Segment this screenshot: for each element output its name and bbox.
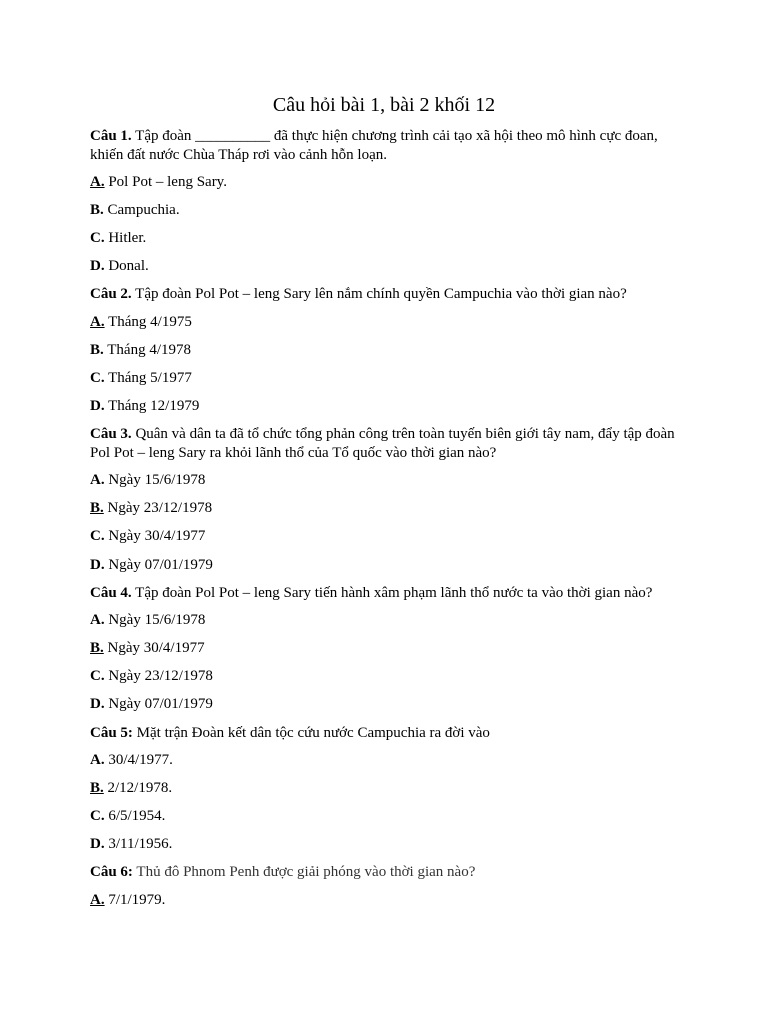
option-1c [90, 229, 688, 248]
question-2 [90, 285, 688, 304]
option-1d [90, 257, 688, 276]
option-text: Ngày 23/12/1978 [108, 668, 213, 685]
option-label: A. [90, 612, 105, 629]
option-text: 2/12/1978. [107, 780, 173, 797]
question-label: Câu 5: [90, 724, 133, 741]
option-1b [90, 201, 688, 220]
option-text: 3/11/1956. [108, 836, 173, 853]
option-label: A. [90, 891, 105, 908]
question-text: Quân và dân ta đã tổ chức tổng phản công trên toàn tuyến biên giới tây nam, đẩy tập đoàn Pol Pot – leng Sary ra khỏi lãnh thổ của Tổ quốc vào thời gian nào? [90, 426, 675, 461]
option-2d [90, 397, 688, 416]
option-2b [90, 341, 688, 360]
question-3 [90, 425, 688, 462]
document-title: Câu hỏi bài 1, bài 2 khối 12 [272, 94, 496, 116]
question-text: Tập đoàn __________ đã thực hiện chương trình cải tạo xã hội theo mô hình cực đoan, khiến đất nước Chùa Tháp rơi vào cảnh hỗn loạn. [90, 128, 658, 163]
option-label: B. [90, 640, 104, 657]
option-label: A. [90, 752, 105, 768]
option-text: Pol Pot – leng Sary. [108, 174, 227, 190]
option-text: Ngày 23/12/1978 [107, 500, 213, 517]
option-3b [90, 499, 688, 518]
option-text: Donal. [108, 258, 149, 275]
question-list [90, 127, 688, 919]
question-6 [90, 863, 688, 882]
option-4a [90, 611, 688, 630]
question-text: Mặt trận Đoàn kết dân tộc cứu nước Campuchia ra đời vào [136, 724, 490, 741]
option-5b [90, 779, 688, 798]
option-text: Campuchia. [107, 202, 180, 219]
option-label: B. [90, 341, 104, 358]
option-label: A. [90, 174, 105, 190]
question-label: Câu 4. [90, 584, 132, 601]
question-4 [90, 584, 688, 603]
option-5c [90, 807, 688, 826]
option-2c [90, 369, 688, 388]
option-text: Ngày 30/4/1977 [108, 528, 206, 545]
option-label: C. [90, 230, 105, 247]
option-label: D. [90, 556, 105, 573]
option-label: D. [90, 398, 105, 415]
option-text: Ngày 07/01/1979 [108, 556, 213, 573]
question-text: Tập đoàn Pol Pot – leng Sary lên nắm chính quyền Campuchia vào thời gian nào? [135, 286, 627, 303]
option-2a [90, 313, 688, 332]
option-label: D. [90, 836, 105, 853]
option-3c [90, 527, 688, 546]
question-5 [90, 724, 688, 743]
option-text: 7/1/1979. [108, 891, 166, 908]
question-text: Thủ đô Phnom Penh được giải phóng vào thời gian nào? [136, 864, 476, 881]
question-text: Tập đoàn Pol Pot – leng Sary tiến hành xâm phạm lãnh thổ nước ta vào thời gian nào? [135, 584, 653, 601]
option-text: Ngày 15/6/1978 [108, 612, 206, 629]
option-text: 30/4/1977. [108, 752, 173, 768]
option-label: C. [90, 528, 105, 545]
option-text: 6/5/1954. [108, 808, 166, 825]
option-label: C. [90, 808, 105, 825]
option-3d [90, 556, 688, 575]
option-text: Ngày 07/01/1979 [108, 696, 213, 713]
option-text: Tháng 4/1975 [108, 313, 192, 330]
question-label: Câu 3. [90, 426, 132, 443]
option-label: D. [90, 696, 105, 713]
option-label: C. [90, 370, 105, 387]
option-label: D. [90, 258, 105, 275]
question-label: Câu 6: [90, 864, 133, 881]
option-6a [90, 891, 688, 910]
option-5a [90, 751, 688, 770]
option-text: Tháng 4/1978 [107, 341, 191, 358]
option-text: Tháng 5/1977 [108, 370, 192, 387]
option-4d [90, 695, 688, 714]
option-4c [90, 667, 688, 686]
question-label: Câu 2. [90, 286, 132, 303]
option-3a [90, 471, 688, 490]
option-text: Hitler. [108, 230, 147, 247]
option-label: A. [90, 313, 105, 330]
option-label: B. [90, 780, 104, 797]
option-text: Ngày 15/6/1978 [108, 472, 206, 489]
option-label: B. [90, 500, 104, 517]
question-1 [90, 127, 688, 164]
question-label: Câu 1. [90, 128, 132, 144]
option-1a [90, 173, 688, 192]
option-label: A. [90, 472, 105, 489]
option-text: Ngày 30/4/1977 [107, 640, 205, 657]
option-text: Tháng 12/1979 [108, 398, 200, 415]
option-label: B. [90, 202, 104, 219]
option-4b [90, 639, 688, 658]
option-5d [90, 835, 688, 854]
option-label: C. [90, 668, 105, 685]
